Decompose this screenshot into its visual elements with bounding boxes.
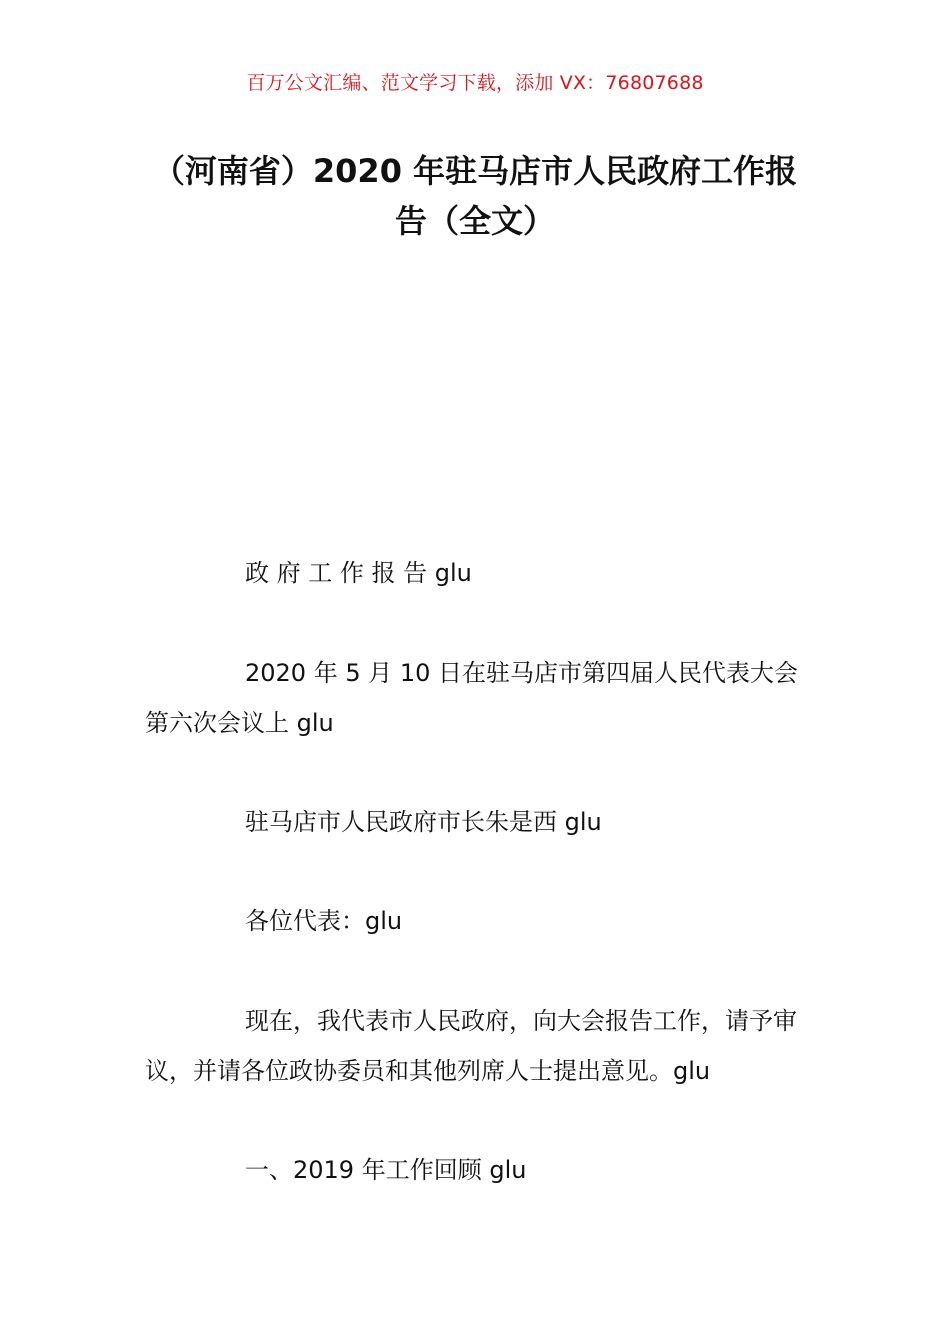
paragraph-report-heading: 政 府 工 作 报 告 glu (245, 559, 472, 587)
document-title: （河南省）2020 年驻马店市人民政府工作报告（全文） (152, 152, 798, 240)
paragraph-meeting-date: 2020 年 5 月 10 日在驻马店市第四届人民代表大会第六次会议上 glu (145, 659, 799, 737)
paragraph-salutation: 各位代表：glu (245, 907, 403, 935)
header-promo-note: 百万公文汇编、范文学习下载，添加 VX：76807688 (246, 72, 704, 94)
paragraph-speaker: 驻马店市人民政府市长朱是西 glu (245, 808, 602, 836)
section-heading-review: 一、2019 年工作回顾 glu (245, 1156, 527, 1184)
paragraph-introduction: 现在，我代表市人民政府，向大会报告工作，请予审议，并请各位政协委员和其他列席人士提出意见。glu (145, 1007, 797, 1085)
